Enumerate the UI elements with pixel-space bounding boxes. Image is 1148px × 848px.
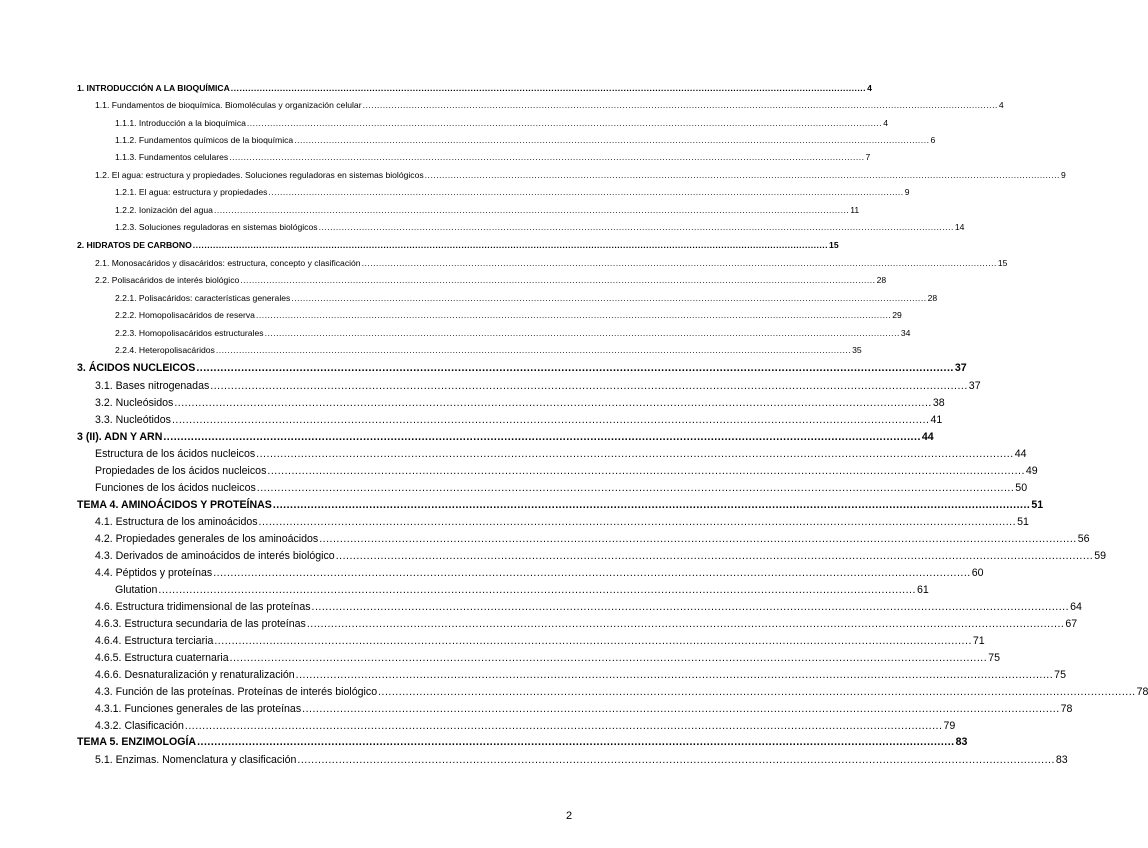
toc-entry-label: 4.6.5. Estructura cuaternaria bbox=[95, 652, 229, 664]
toc-entry-page: 83 bbox=[1055, 754, 1068, 766]
toc-entry-label: 4.1. Estructura de los aminoácidos bbox=[95, 516, 258, 528]
toc-entry-label: 4.3. Derivados de aminoácidos de interés biológico bbox=[95, 550, 335, 562]
toc-entry-label: 1.2.3. Soluciones reguladoras en sistemas biológicos bbox=[115, 222, 318, 232]
toc-entry-page: 59 bbox=[1094, 550, 1107, 562]
toc-entry-label: 3.3. Nucleótidos bbox=[95, 414, 171, 426]
toc-entry[interactable] bbox=[95, 635, 985, 647]
toc-entry-label: 2.2. Polisacáridos de interés biológico bbox=[95, 275, 240, 285]
toc-entry[interactable] bbox=[115, 345, 862, 355]
toc-entry[interactable] bbox=[77, 499, 1044, 511]
toc-entry-label: 3.2. Nucleósidos bbox=[95, 397, 174, 409]
toc-entry-label: Glutation bbox=[115, 584, 158, 596]
toc-entry-page: 44 bbox=[921, 431, 934, 443]
toc-entry-label: 2.2.2. Homopolisacáridos de reserva bbox=[115, 310, 255, 320]
toc-entry[interactable] bbox=[95, 533, 1090, 545]
dot-leader: ............................................................................................................................................................................................................................ bbox=[240, 275, 876, 285]
toc-entry[interactable] bbox=[115, 222, 965, 232]
toc-entry-label: 2.2.3. Homopolisacáridos estructurales bbox=[115, 328, 264, 338]
dot-leader: ............................................................................................................................................................................................................................ bbox=[361, 258, 997, 268]
toc-entry[interactable] bbox=[115, 584, 929, 596]
toc-entry[interactable] bbox=[95, 482, 1028, 494]
toc-entry[interactable] bbox=[95, 170, 1066, 180]
dot-leader: ............................................................................................................................................................................................................................ bbox=[196, 362, 954, 374]
toc-entry-page: 6 bbox=[930, 135, 936, 145]
toc-entry-page: 50 bbox=[1015, 482, 1028, 494]
toc-entry-page: 37 bbox=[968, 380, 981, 392]
toc-entry-label: TEMA 4. AMINOÁCIDOS Y PROTEÍNAS bbox=[77, 499, 272, 511]
toc-entry-page: 71 bbox=[972, 635, 985, 647]
page-number: 2 bbox=[566, 810, 573, 822]
toc-entry-label: 4.2. Propiedades generales de los aminoácidos bbox=[95, 533, 319, 545]
toc-entry-label: 3. ÁCIDOS NUCLEICOS bbox=[77, 362, 196, 374]
dot-leader: ............................................................................................................................................................................................................................ bbox=[174, 397, 932, 409]
toc-entry[interactable] bbox=[95, 754, 1068, 766]
toc-entry-page: 35 bbox=[852, 345, 862, 355]
toc-entry-label: 1.1.2. Fundamentos químicos de la bioquímica bbox=[115, 135, 294, 145]
toc-entry[interactable] bbox=[115, 328, 911, 338]
toc-entry[interactable] bbox=[95, 465, 1038, 477]
toc-entry-page: 83 bbox=[955, 736, 968, 748]
toc-entry-label: Estructura de los ácidos nucleicos bbox=[95, 448, 256, 460]
toc-entry-page: 41 bbox=[930, 414, 943, 426]
toc-entry-label: 1.2. El agua: estructura y propiedades. Soluciones reguladoras en sistemas biológicos bbox=[95, 170, 424, 180]
dot-leader: ............................................................................................................................................................................................................................ bbox=[319, 533, 1077, 545]
toc-entry[interactable] bbox=[115, 187, 910, 197]
toc-entry-label: 1.1.1. Introducción a la bioquímica bbox=[115, 118, 246, 128]
toc-entry[interactable] bbox=[95, 652, 1000, 664]
toc-entry-page: 51 bbox=[1031, 499, 1044, 511]
toc-entry-label: 3.1. Bases nitrogenadas bbox=[95, 380, 210, 392]
toc-entry[interactable] bbox=[95, 448, 1027, 460]
toc-entry[interactable] bbox=[115, 135, 936, 145]
dot-leader: ............................................................................................................................................................................................................................ bbox=[335, 550, 1094, 562]
toc-entry[interactable] bbox=[77, 736, 968, 748]
toc-entry-page: 49 bbox=[1025, 465, 1038, 477]
dot-leader: ............................................................................................................................................................................................................................ bbox=[362, 100, 998, 110]
toc-entry-page: 4 bbox=[998, 100, 1004, 110]
dot-leader: ............................................................................................................................................................................................................................ bbox=[295, 669, 1054, 681]
toc-entry-page: 51 bbox=[1017, 516, 1029, 528]
toc-entry-label: 3 (II). ADN Y ARN bbox=[77, 431, 163, 443]
toc-entry[interactable] bbox=[95, 550, 1107, 562]
toc-entry[interactable] bbox=[95, 703, 1073, 715]
toc-entry-page: 9 bbox=[904, 187, 910, 197]
toc-entry-page: 14 bbox=[954, 222, 965, 232]
toc-entry[interactable] bbox=[77, 240, 839, 250]
toc-entry[interactable] bbox=[95, 397, 945, 409]
toc-entry[interactable] bbox=[115, 310, 902, 320]
toc-entry[interactable] bbox=[115, 152, 871, 162]
toc-entry-page: 15 bbox=[829, 240, 839, 250]
dot-leader: ............................................................................................................................................................................................................................ bbox=[229, 152, 865, 162]
dot-leader: ............................................................................................................................................................................................................................ bbox=[255, 310, 892, 320]
dot-leader: ............................................................................................................................................................................................................................ bbox=[272, 499, 1031, 511]
toc-entry-page: 79 bbox=[943, 720, 956, 732]
toc-entry[interactable] bbox=[77, 431, 934, 443]
toc-entry-page: 75 bbox=[988, 652, 1000, 664]
toc-entry-label: 1.2.1. El agua: estructura y propiedades bbox=[115, 187, 268, 197]
dot-leader: ............................................................................................................................................................................................................................ bbox=[213, 567, 971, 579]
dot-leader: ............................................................................................................................................................................................................................ bbox=[197, 736, 955, 748]
toc-entry-page: 28 bbox=[876, 275, 887, 285]
toc-entry-page: 4 bbox=[867, 83, 872, 93]
dot-leader: ............................................................................................................................................................................................................................ bbox=[256, 482, 1015, 494]
toc-entry-page: 4 bbox=[883, 118, 888, 128]
toc-entry-label: 4.3. Función de las proteínas. Proteínas de interés biológico bbox=[95, 686, 378, 698]
toc-entry-label: 2.2.4. Heteropolisacáridos bbox=[115, 345, 215, 355]
dot-leader: ............................................................................................................................................................................................................................ bbox=[318, 222, 954, 232]
toc-entry[interactable] bbox=[95, 567, 984, 579]
toc-entry[interactable] bbox=[95, 669, 1066, 681]
toc-entry-label: 1.1.3. Fundamentos celulares bbox=[115, 152, 229, 162]
toc-entry[interactable] bbox=[95, 380, 981, 392]
dot-leader: ............................................................................................................................................................................................................................ bbox=[378, 686, 1136, 698]
toc-entry-page: 11 bbox=[850, 205, 860, 215]
dot-leader: ............................................................................................................................................................................................................................ bbox=[291, 293, 927, 303]
toc-entry[interactable] bbox=[95, 516, 1029, 528]
toc-entry-label: TEMA 5. ENZIMOLOGÍA bbox=[77, 736, 197, 748]
dot-leader: ............................................................................................................................................................................................................................ bbox=[163, 431, 921, 443]
toc-entry[interactable] bbox=[115, 118, 888, 128]
dot-leader: ............................................................................................................................................................................................................................ bbox=[214, 635, 972, 647]
toc-entry-page: 34 bbox=[900, 328, 911, 338]
toc-entry[interactable] bbox=[95, 618, 1078, 630]
dot-leader: ............................................................................................................................................................................................................................ bbox=[256, 448, 1014, 460]
toc-entry[interactable] bbox=[115, 293, 938, 303]
toc-entry-page: 29 bbox=[892, 310, 902, 320]
toc-entry-label: 2. HIDRATOS DE CARBONO bbox=[77, 240, 192, 250]
toc-entry-page: 37 bbox=[954, 362, 967, 374]
toc-entry[interactable] bbox=[77, 83, 872, 93]
dot-leader: ............................................................................................................................................................................................................................ bbox=[302, 703, 1060, 715]
dot-leader: ............................................................................................................................................................................................................................ bbox=[306, 618, 1065, 630]
dot-leader: ............................................................................................................................................................................................................................ bbox=[213, 205, 850, 215]
dot-leader: ............................................................................................................................................................................................................................ bbox=[171, 414, 930, 426]
toc-entry-page: 9 bbox=[1060, 170, 1066, 180]
toc-entry-label: 4.6.6. Desnaturalización y renaturalización bbox=[95, 669, 295, 681]
toc-entry-page: 38 bbox=[932, 397, 945, 409]
toc-entry-page: 78 bbox=[1060, 703, 1073, 715]
toc-entry-label: Propiedades de los ácidos nucleicos bbox=[95, 465, 267, 477]
toc-entry-label: 5.1. Enzimas. Nomenclatura y clasificación bbox=[95, 754, 297, 766]
toc-entry-label: 4.6.4. Estructura terciaria bbox=[95, 635, 214, 647]
toc-entry-label: 1.1. Fundamentos de bioquímica. Biomoléculas y organización celular bbox=[95, 100, 362, 110]
toc-entry[interactable] bbox=[77, 362, 967, 374]
toc-entry-page: 60 bbox=[971, 567, 984, 579]
dot-leader: ............................................................................................................................................................................................................................ bbox=[192, 240, 829, 250]
dot-leader: ............................................................................................................................................................................................................................ bbox=[215, 345, 852, 355]
toc-entry-label: Funciones de los ácidos nucleicos bbox=[95, 482, 256, 494]
toc-entry-label: 4.3.1. Funciones generales de las proteínas bbox=[95, 703, 302, 715]
toc-entry-page: 75 bbox=[1054, 669, 1066, 681]
dot-leader: ............................................................................................................................................................................................................................ bbox=[184, 720, 943, 732]
dot-leader: ............................................................................................................................................................................................................................ bbox=[246, 118, 883, 128]
toc-entry-label: 1. INTRODUCCIÓN A LA BIOQUÍMICA bbox=[77, 83, 230, 93]
toc-entry-label: 1.2.2. Ionización del agua bbox=[115, 205, 213, 215]
dot-leader: ............................................................................................................................................................................................................................ bbox=[210, 380, 968, 392]
toc-entry-page: 15 bbox=[997, 258, 1008, 268]
toc-entry[interactable] bbox=[95, 686, 1148, 698]
toc-entry-page: 78 bbox=[1136, 686, 1148, 698]
dot-leader: ............................................................................................................................................................................................................................ bbox=[268, 187, 904, 197]
dot-leader: ............................................................................................................................................................................................................................ bbox=[229, 652, 988, 664]
toc-entry[interactable] bbox=[95, 414, 943, 426]
toc-entry-page: 61 bbox=[916, 584, 929, 596]
toc-entry[interactable] bbox=[115, 205, 860, 215]
toc-entry-label: 2.1. Monosacáridos y disacáridos: estructura, concepto y clasificación bbox=[95, 258, 361, 268]
toc-entry-page: 7 bbox=[865, 152, 871, 162]
toc-entry-page: 44 bbox=[1014, 448, 1027, 460]
toc-entry-page: 67 bbox=[1065, 618, 1078, 630]
toc-entry[interactable] bbox=[95, 720, 956, 732]
toc-entry-label: 4.6. Estructura tridimensional de las proteínas bbox=[95, 601, 311, 613]
dot-leader: ............................................................................................................................................................................................................................ bbox=[424, 170, 1060, 180]
toc-entry-page: 56 bbox=[1077, 533, 1090, 545]
dot-leader: ............................................................................................................................................................................................................................ bbox=[258, 516, 1017, 528]
toc-entry-page: 28 bbox=[927, 293, 938, 303]
toc-entry[interactable] bbox=[95, 275, 887, 285]
toc-entry-label: 2.2.1. Polisacáridos: características generales bbox=[115, 293, 291, 303]
dot-leader: ............................................................................................................................................................................................................................ bbox=[267, 465, 1025, 477]
dot-leader: ............................................................................................................................................................................................................................ bbox=[230, 83, 867, 93]
toc-entry[interactable] bbox=[95, 601, 1082, 613]
dot-leader: ............................................................................................................................................................................................................................ bbox=[311, 601, 1070, 613]
dot-leader: ............................................................................................................................................................................................................................ bbox=[264, 328, 900, 338]
toc-entry-label: 4.4. Péptidos y proteínas bbox=[95, 567, 213, 579]
toc-entry[interactable] bbox=[95, 100, 1004, 110]
toc-entry-label: 4.6.3. Estructura secundaria de las proteínas bbox=[95, 618, 306, 630]
dot-leader: ............................................................................................................................................................................................................................ bbox=[297, 754, 1055, 766]
dot-leader: ............................................................................................................................................................................................................................ bbox=[158, 584, 916, 596]
dot-leader: ............................................................................................................................................................................................................................ bbox=[294, 135, 930, 145]
toc-entry-page: 64 bbox=[1070, 601, 1082, 613]
toc-entry[interactable] bbox=[95, 258, 1008, 268]
toc-entry-label: 4.3.2. Clasificación bbox=[95, 720, 184, 732]
